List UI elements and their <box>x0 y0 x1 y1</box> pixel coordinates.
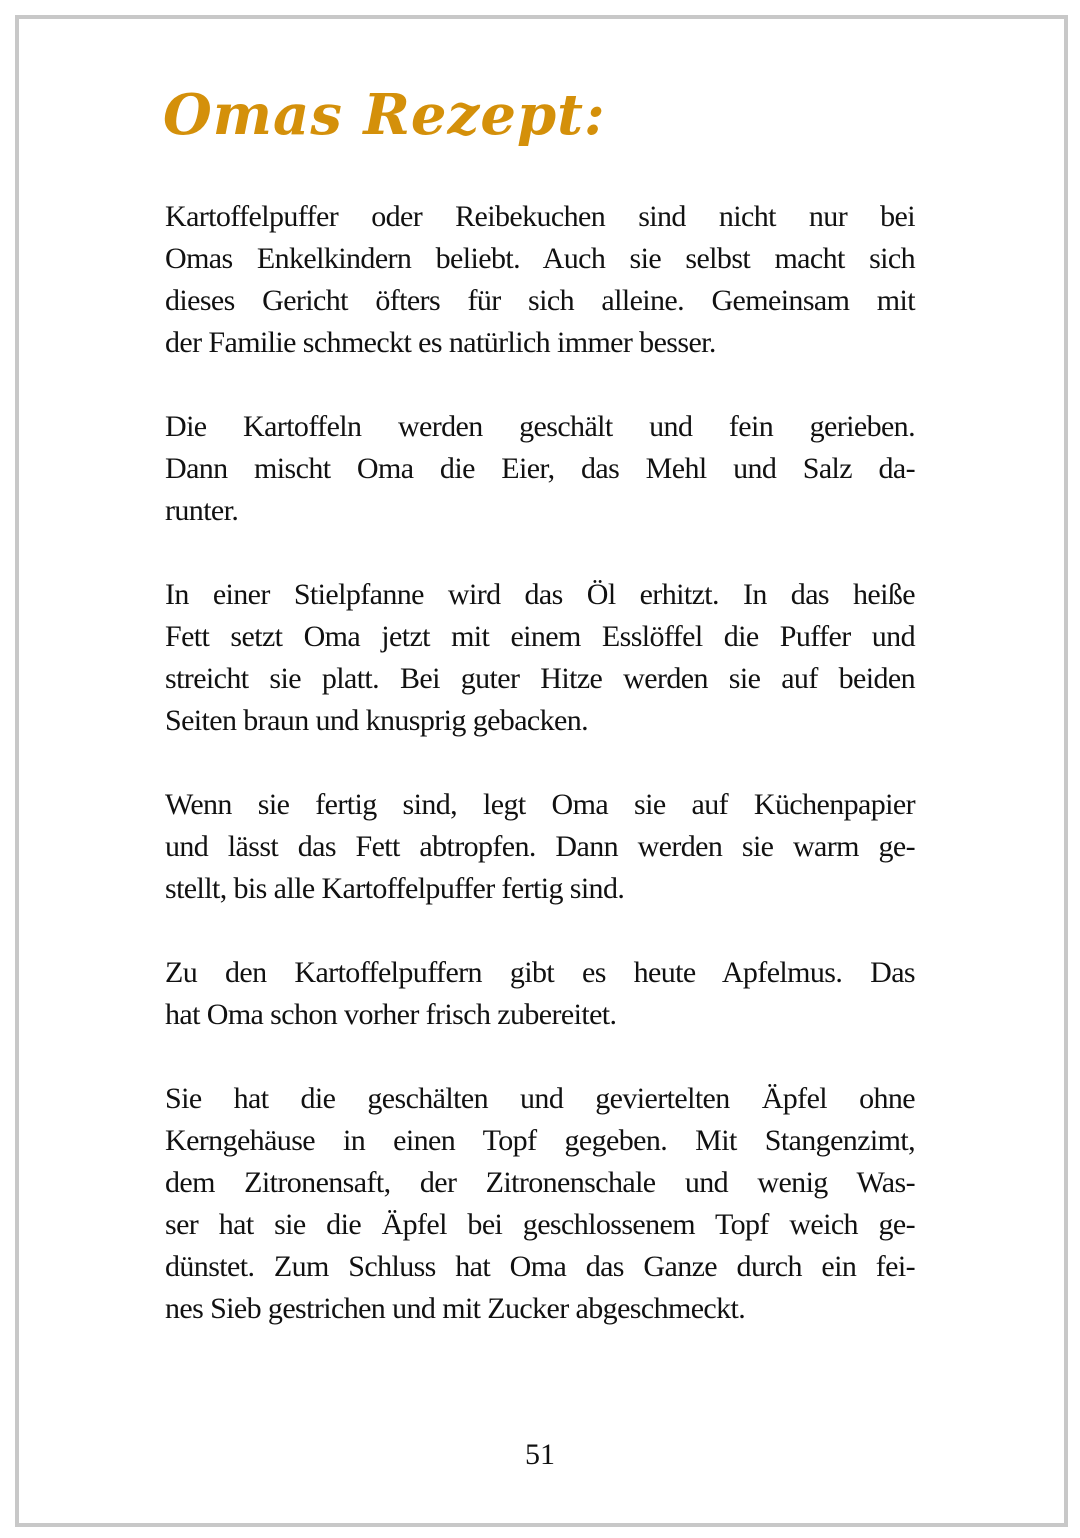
text-line: Wenn sie fertig sind, legt Oma sie auf Küchenpapier <box>165 788 915 821</box>
text-line: der Familie schmeckt es natürlich immer besser. <box>165 326 716 359</box>
paragraph <box>165 196 915 364</box>
text-line: runter. <box>165 494 239 527</box>
text-line: Dann mischt Oma die Eier, das Mehl und Salz da- <box>165 452 915 485</box>
paragraph <box>165 406 915 532</box>
text-line: ser hat sie die Äpfel bei geschlossenem Topf weich ge- <box>165 1208 915 1241</box>
text-line: Zu den Kartoffelpuffern gibt es heute Apfelmus. Das <box>165 956 915 989</box>
text-line: Omas Enkelkindern beliebt. Auch sie selbst macht sich <box>165 242 915 275</box>
paragraph <box>165 952 915 1036</box>
text-line: Kartoffelpuffer oder Reibekuchen sind nicht nur bei <box>165 200 915 233</box>
text-line: Seiten braun und knusprig gebacken. <box>165 704 589 737</box>
text-line: dünstet. Zum Schluss hat Oma das Ganze durch ein fei- <box>165 1250 915 1283</box>
text-line: Die Kartoffeln werden geschält und fein gerieben. <box>165 410 915 443</box>
paragraph <box>165 1078 915 1330</box>
text-line: und lässt das Fett abtropfen. Dann werden sie warm ge- <box>165 830 915 863</box>
text-line: stellt, bis alle Kartoffelpuffer fertig sind. <box>165 872 625 905</box>
paragraph <box>165 784 915 910</box>
text-line: Sie hat die geschälten und geviertelten Äpfel ohne <box>165 1082 915 1115</box>
page-title: Omas Rezept: <box>163 82 606 148</box>
page-number: 51 <box>525 1438 555 1471</box>
text-line: nes Sieb gestrichen und mit Zucker abgeschmeckt. <box>165 1292 746 1325</box>
text-line: hat Oma schon vorher frisch zubereitet. <box>165 998 617 1031</box>
text-line: Kerngehäuse in einen Topf gegeben. Mit Stangenzimt, <box>165 1124 915 1157</box>
text-line: dieses Gericht öfters für sich alleine. Gemeinsam mit <box>165 284 915 317</box>
text-line: streicht sie platt. Bei guter Hitze werden sie auf beiden <box>165 662 915 695</box>
paragraph <box>165 574 915 742</box>
recipe-body <box>165 196 915 1372</box>
text-line: In einer Stielpfanne wird das Öl erhitzt. In das heiße <box>165 578 915 611</box>
text-line: Fett setzt Oma jetzt mit einem Esslöffel die Puffer und <box>165 620 915 653</box>
text-line: dem Zitronensaft, der Zitronenschale und wenig Was- <box>165 1166 915 1199</box>
